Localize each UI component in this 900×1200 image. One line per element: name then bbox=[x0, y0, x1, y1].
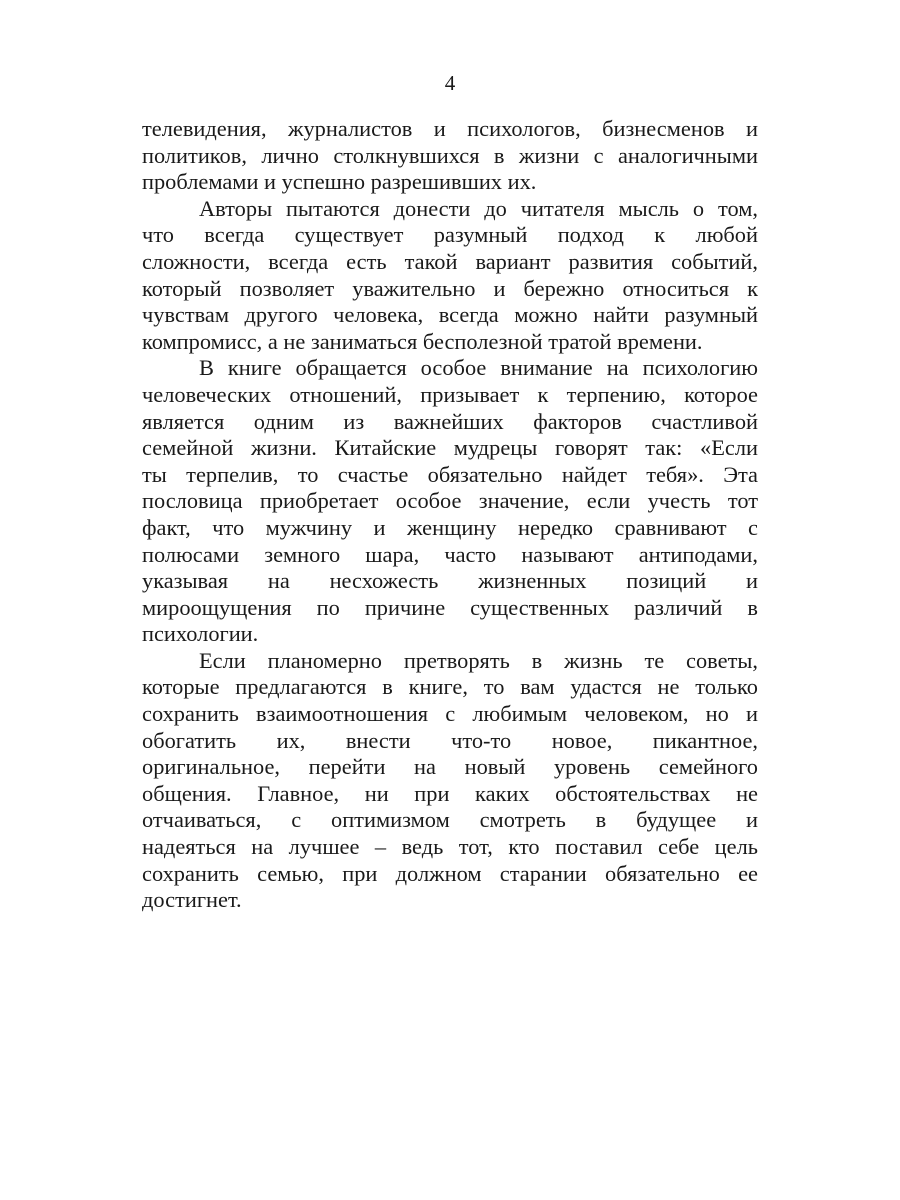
text-line: компромисс, а не заниматься бесполезной тратой времени. bbox=[142, 328, 703, 354]
text-line: пословица приобретает особое значение, если учесть тот bbox=[142, 488, 758, 514]
text-line: который позволяет уважительно и бережно относиться к bbox=[142, 275, 758, 301]
body-text bbox=[142, 116, 758, 914]
text-line: факт, что мужчину и женщину нередко сравнивают с bbox=[142, 514, 758, 540]
text-line: обогатить их, внести что-то новое, пикантное, bbox=[142, 727, 758, 753]
text-line: указывая на несхожесть жизненных позиций и bbox=[142, 568, 758, 594]
paragraph-1 bbox=[142, 116, 758, 196]
text-line: телевидения, журналистов и психологов, бизнесменов и bbox=[142, 116, 758, 141]
text-line: сохранить семью, при должном старании обязательно ее bbox=[142, 860, 758, 886]
text-line: мироощущения по причине существенных различий в bbox=[142, 594, 758, 620]
text-line: семейной жизни. Китайские мудрецы говорят так: «Если bbox=[142, 435, 758, 461]
text-line: что всегда существует разумный подход к любой bbox=[142, 222, 758, 248]
text-line: полюсами земного шара, часто называют антиподами, bbox=[142, 541, 758, 567]
text-line: сохранить взаимоотношения с любимым человеком, но и bbox=[142, 701, 758, 727]
text-line: психологии. bbox=[142, 621, 259, 647]
paragraph-3 bbox=[142, 355, 758, 648]
text-line: отчаиваться, с оптимизмом смотреть в будущее и bbox=[142, 807, 758, 833]
text-line: Авторы пытаются донести до читателя мысль о том, bbox=[199, 195, 758, 221]
text-line: достигнет. bbox=[142, 887, 242, 913]
text-line: чувствам другого человека, всегда можно найти разумный bbox=[142, 302, 758, 328]
text-line: является одним из важнейших факторов счастливой bbox=[142, 408, 758, 434]
text-line: общения. Главное, ни при каких обстоятельствах не bbox=[142, 780, 758, 806]
text-line: оригинальное, перейти на новый уровень семейного bbox=[142, 754, 758, 780]
text-line: политиков, лично столкнувшихся в жизни с аналогичными bbox=[142, 142, 758, 168]
text-line: проблемами и успешно разрешивших их. bbox=[142, 169, 537, 195]
text-line: надеяться на лучшее – ведь тот, кто поставил себе цель bbox=[142, 834, 758, 860]
text-line: которые предлагаются в книге, то вам удастся не только bbox=[142, 674, 758, 700]
text-line: ты терпелив, то счастье обязательно найдет тебя». Эта bbox=[142, 461, 758, 487]
page-number: 4 bbox=[444, 71, 456, 95]
text-line: человеческих отношений, призывает к терпению, которое bbox=[142, 381, 758, 407]
text-line: сложности, всегда есть такой вариант развития событий, bbox=[142, 248, 758, 274]
paragraph-2 bbox=[142, 196, 758, 356]
text-line: В книге обращается особое внимание на психологию bbox=[199, 355, 758, 381]
text-line: Если планомерно претворять в жизнь те советы, bbox=[199, 647, 758, 673]
paragraph-4 bbox=[142, 648, 758, 914]
